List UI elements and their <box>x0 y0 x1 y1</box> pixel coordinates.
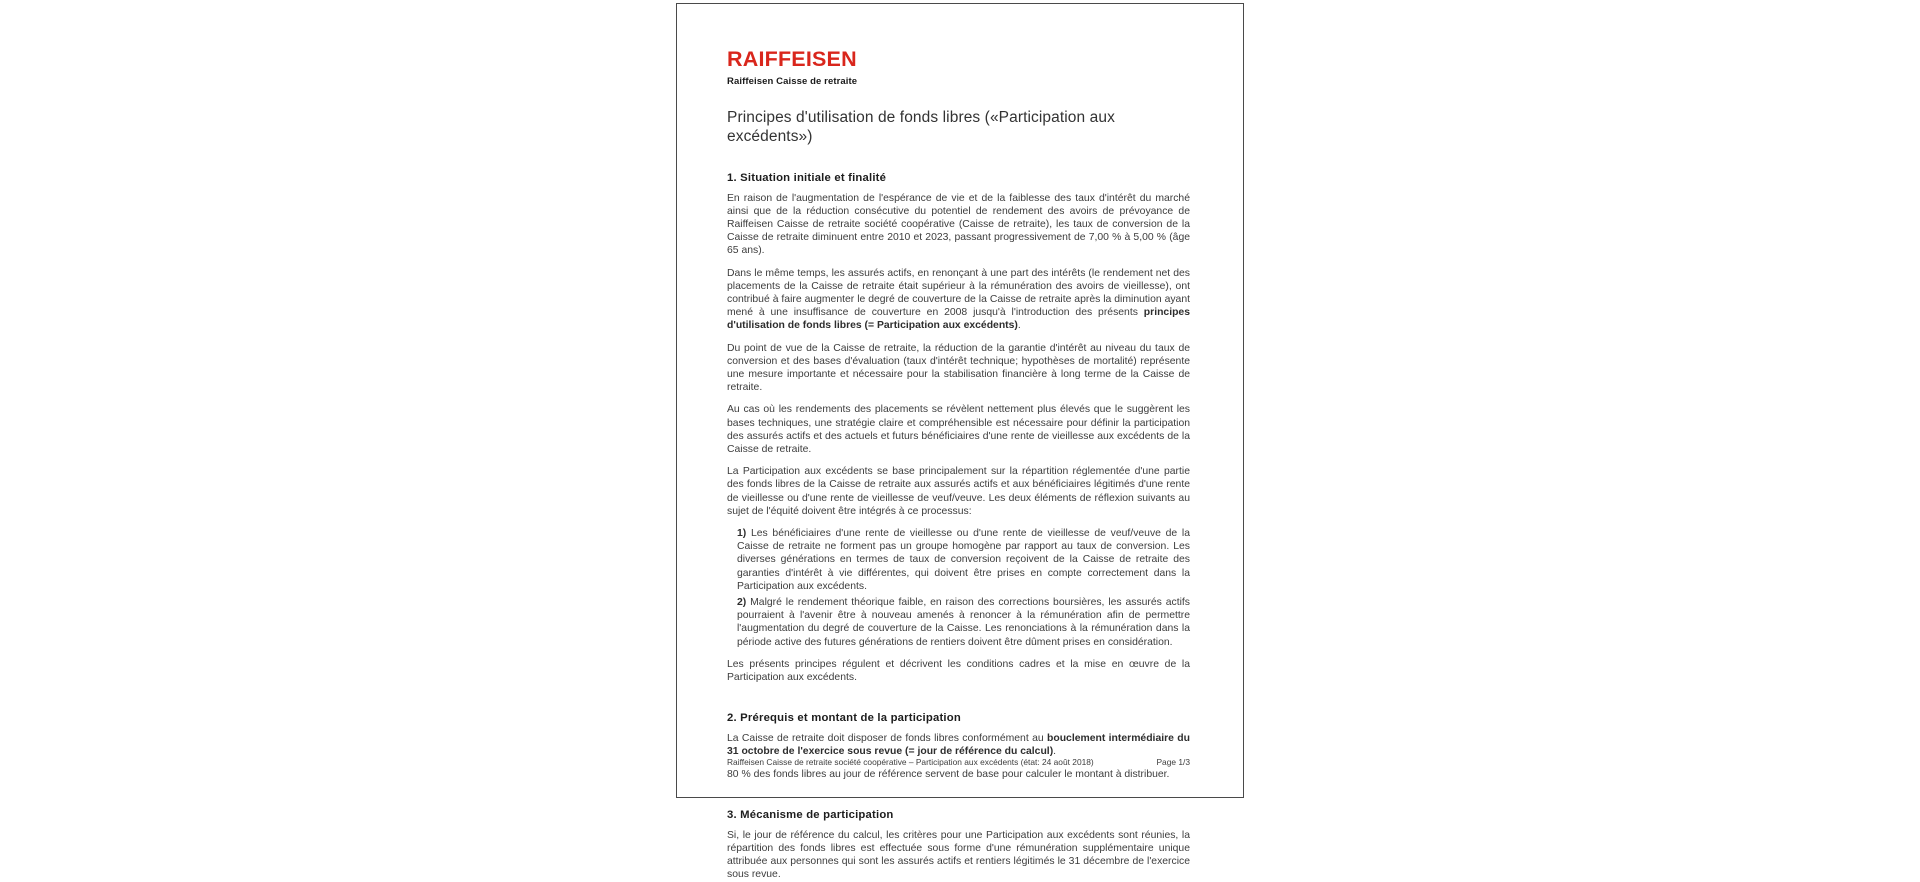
section-heading: 1. Situation initiale et finalité <box>727 171 887 184</box>
paragraph: En raison de l'augmentation de l'espérance de vie et de la faiblesse des taux d'intérêt du marché ainsi que de la réduction consécutive du potentiel de rendement des avoirs de prévoyance de Raiffeisen Caisse de retraite société coopérative (Caisse de retraite), les taux de conversion de la Caisse de retraite diminuent entre 2010 et 2023, passant progressivement de 7,00 % à 5,00 % (âge 65 ans). <box>727 192 1190 257</box>
paragraph: Si, le jour de référence du calcul, les critères pour une Participation aux excédents sont réunies, la répartition des fonds libres est effectuée sous forme d'une rémunération supplémentaire unique attribuée aux personnes qui sont les assurés actifs et rentiers légitimés le 31 décembre de l'exercice sous revue. <box>727 829 1190 881</box>
footer-page-number: Page 1/3 <box>1156 757 1190 767</box>
paragraph: Du point de vue de la Caisse de retraite, la réduction de la garantie d'intérêt au niveau du taux de conversion et des bases d'évaluation (taux d'intérêt technique; hypothèses de mortalité) représente une mesure importante et nécessaire pour la stabilisation financière à long terme de la Caisse de retraite. <box>727 342 1190 394</box>
list-item: 2) Malgré le rendement théorique faible, en raison des corrections boursières, les assurés actifs pourraient à l'avenir être à nouveau amenés à renoncer à la rémunération afin de permettre l'augmentation du degré de couverture de la Caisse. Les renonciations à la rémunération dans la période active des futures générations de rentiers doivent être dûment prises en considération. <box>737 596 1190 648</box>
raiffeisen-logo: RAIFFEISEN <box>727 47 857 71</box>
section-situation-initiale <box>727 171 1190 685</box>
page-content <box>677 4 1243 882</box>
paragraph: Les présents principes régulent et décrivent les conditions cadres et la mise en œuvre de la Participation aux excédents. <box>727 658 1190 683</box>
section-prerequis <box>727 711 1190 781</box>
document-title: Principes d'utilisation de fonds libres («Participation aux excédents») <box>727 108 1115 145</box>
paragraph: La Caisse de retraite doit disposer de fonds libres conformément au bouclement intermédiaire du 31 octobre de l'exercice sous revue (= jour de référence du calcul). <box>727 733 1190 758</box>
brand-subtitle: Raiffeisen Caisse de retraite <box>727 75 858 87</box>
footer-document-info: Raiffeisen Caisse de retraite société coopérative – Participation aux excédents (état: 24 août 2018) <box>727 757 1094 767</box>
section-heading: 3. Mécanisme de participation <box>727 808 894 821</box>
paragraph: 80 % des fonds libres au jour de référence servent de base pour calculer le montant à distribuer. <box>727 768 1170 780</box>
section-mecanisme <box>727 808 1190 882</box>
paragraph: La Participation aux excédents se base principalement sur la répartition réglementée d'une partie des fonds libres de la Caisse de retraite aux assurés actifs et aux bénéficiaires légitimés d'une rente de vieillesse ou d'une rente de vieillesse de veuf/veuve. Les deux éléments de réflexion suivants au sujet de l'équité doivent être intégrés à ce processus: <box>727 466 1190 517</box>
list-item: 1) Les bénéficiaires d'une rente de vieillesse ou d'une rente de vieillesse de veuf/veuve de la Caisse de retraite ne forment pas un groupe homogène par rapport au taux de conversion. Les diverses générations en termes de taux de conversion reçoivent de la Caisse de retraite des garanties d'intérêt à vie différentes, qui doivent être prises en compte correctement dans la Participation aux excédents. <box>737 527 1190 592</box>
page-footer <box>727 757 1190 767</box>
paragraph: Dans le même temps, les assurés actifs, en renonçant à une part des intérêts (le rendement net des placements de la Caisse de retraite était supérieur à la rémunération des avoirs de vieillesse), ont contribué à faire augmenter le degré de couverture de la Caisse de retraite après la diminution ayant mené à une insuffisance de couverture en 2008 jusqu'à l'introduction des présents principes d'utilisation de fonds libres (= Participation aux excédents). <box>727 267 1190 332</box>
paragraph: Au cas où les rendements des placements se révèlent nettement plus élevés que le suggèrent les bases techniques, une stratégie claire et compréhensible est nécessaire pour définir la participation des assurés actifs et des actuels et futurs bénéficiaires d'une rente de vieillesse aux excédents de la Caisse de retraite. <box>727 404 1190 455</box>
document-page <box>676 3 1244 881</box>
section-heading: 2. Prérequis et montant de la participation <box>727 712 961 725</box>
